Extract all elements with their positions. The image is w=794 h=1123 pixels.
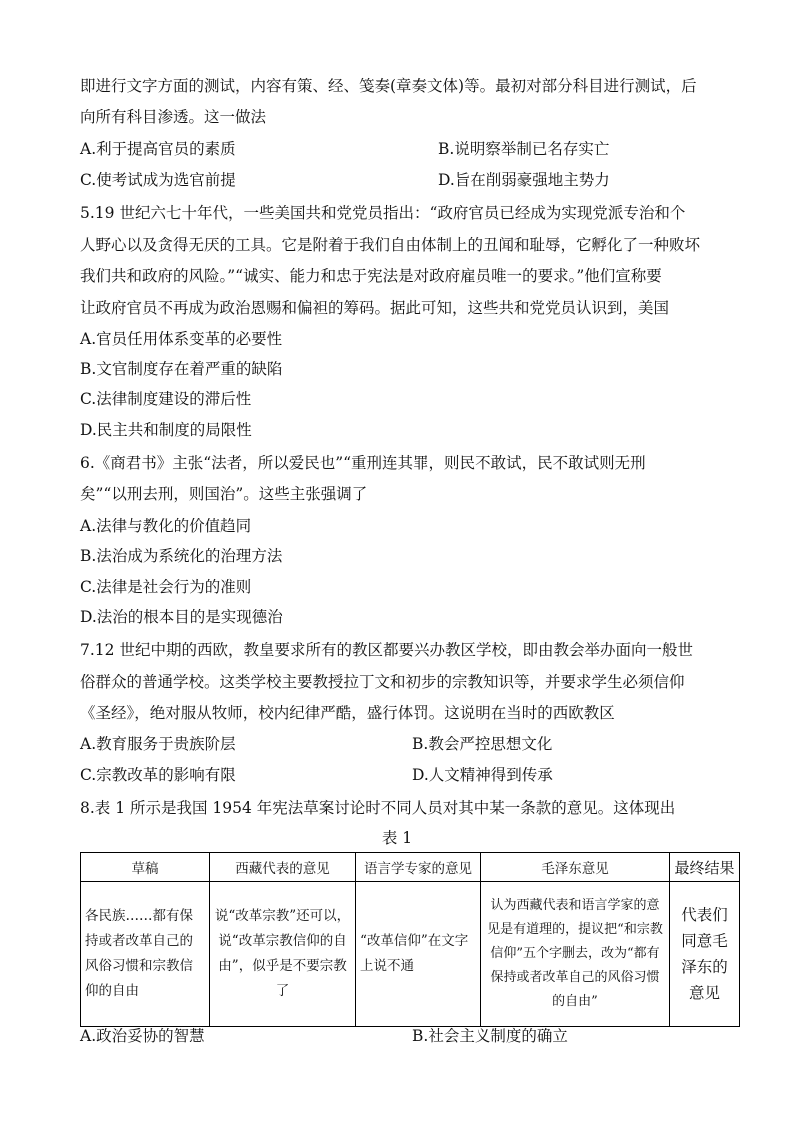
table-row xyxy=(81,882,740,1027)
q5-option-b: B.文官制度存在着严重的缺陷 xyxy=(80,360,283,378)
q7-option-c: C.宗教改革的影响有限 xyxy=(80,766,236,784)
opinion-table xyxy=(80,852,740,1027)
q7-line-3: 《圣经》，绝对服从牧师，校内纪律严酷，盛行体罚。这说明在当时的西欧教区 xyxy=(80,704,615,722)
q8-option-b: B.社会主义制度的确立 xyxy=(412,1027,568,1045)
header-draft: 草稿 xyxy=(81,853,210,882)
q6-option-a: A.法律与教化的价值趋同 xyxy=(80,517,252,535)
q5-option-a: A.官员任用体系变革的必要性 xyxy=(80,330,283,348)
intro-option-c: C.使考试成为选官前提 xyxy=(80,171,236,189)
intro-option-d: D.旨在削弱豪强地主势力 xyxy=(438,171,610,189)
table-header-row xyxy=(81,853,740,882)
q5-line-1: 5.19 世纪六七十年代，一些美国共和党党员指出：“政府官员已经成为实现党派专治和个 xyxy=(80,204,686,222)
q7-option-b: B.教会严控思想文化 xyxy=(412,735,553,753)
q7-option-a: A.教育服务于贵族阶层 xyxy=(80,735,236,753)
header-linguist: 语言学专家的意见 xyxy=(356,853,481,882)
q6-line-1: 6.《商君书》主张“法者，所以爱民也”“重刑连其罪，则民不敢试，民不敢试则无刑 xyxy=(80,454,646,472)
q7-line-1: 7.12 世纪中期的西欧，教皇要求所有的教区都要兴办教区学校，即由教会举办面向一般世 xyxy=(80,641,693,659)
cell-tibet-delegate: 说“改革宗教”还可以，说“改革宗教信仰的自由”，似乎是不要宗教了 xyxy=(210,882,356,1027)
q8-option-a: A.政治妥协的智慧 xyxy=(80,1027,205,1045)
header-mao: 毛泽东意见 xyxy=(481,853,670,882)
q6-option-b: B.法治成为系统化的治理方法 xyxy=(80,547,283,565)
intro-option-a: A.利于提高官员的素质 xyxy=(80,140,236,158)
q7-line-2: 俗群众的普通学校。这类学校主要教授拉丁文和初步的宗教知识等，并要求学生必须信仰 xyxy=(80,673,685,691)
q5-option-c: C.法律制度建设的滞后性 xyxy=(80,390,252,408)
q8-line-1: 8.表 1 所示是我国 1954 年宪法草案讨论时不同人员对其中某一条款的意见。这体现出 xyxy=(80,799,676,817)
cell-linguist: “改革信仰”在文字上说不通 xyxy=(356,882,481,1027)
q5-option-d: D.民主共和制度的局限性 xyxy=(80,421,252,439)
intro-line-1: 即进行文字方面的测试，内容有策、经、笺奏(章奏文体)等。最初对部分科目进行测试，后 xyxy=(80,77,697,95)
cell-draft: 各民族……都有保持或者改革自己的风俗习惯和宗教信仰的自由 xyxy=(81,882,210,1027)
intro-line-2: 向所有科目渗透。这一做法 xyxy=(80,108,267,126)
q5-line-2: 人野心以及贪得无厌的工具。它是附着于我们自由体制上的丑闻和耻辱，它孵化了一种败坏 xyxy=(80,236,701,254)
intro-option-b: B.说明察举制已名存实亡 xyxy=(438,140,610,158)
q7-option-d: D.人文精神得到传承 xyxy=(412,766,553,784)
q5-line-4: 让政府官员不再成为政治恩赐和偏袒的筹码。据此可知，这些共和党党员认识到，美国 xyxy=(80,299,670,317)
q6-line-2: 矣”“以刑去刑，则国治”。这些主张强调了 xyxy=(80,485,368,503)
cell-mao: 认为西藏代表和语言学家的意见是有道理的，提议把“和宗教信仰”五个字删去，改为“都有保持或者改革自己的风俗习惯的自由” xyxy=(481,882,670,1027)
header-final-result: 最终结果 xyxy=(670,853,740,882)
table-caption: 表 1 xyxy=(381,829,413,847)
q6-option-c: C.法律是社会行为的准则 xyxy=(80,578,252,596)
q5-line-3: 我们共和政府的风险。”“诚实、能力和忠于宪法是对政府雇员唯一的要求。”他们宣称要 xyxy=(80,267,662,285)
cell-final-result: 代表们同意毛泽东的意见 xyxy=(670,882,740,1027)
header-tibet-delegate: 西藏代表的意见 xyxy=(210,853,356,882)
q6-option-d: D.法治的根本目的是实现德治 xyxy=(80,608,283,626)
